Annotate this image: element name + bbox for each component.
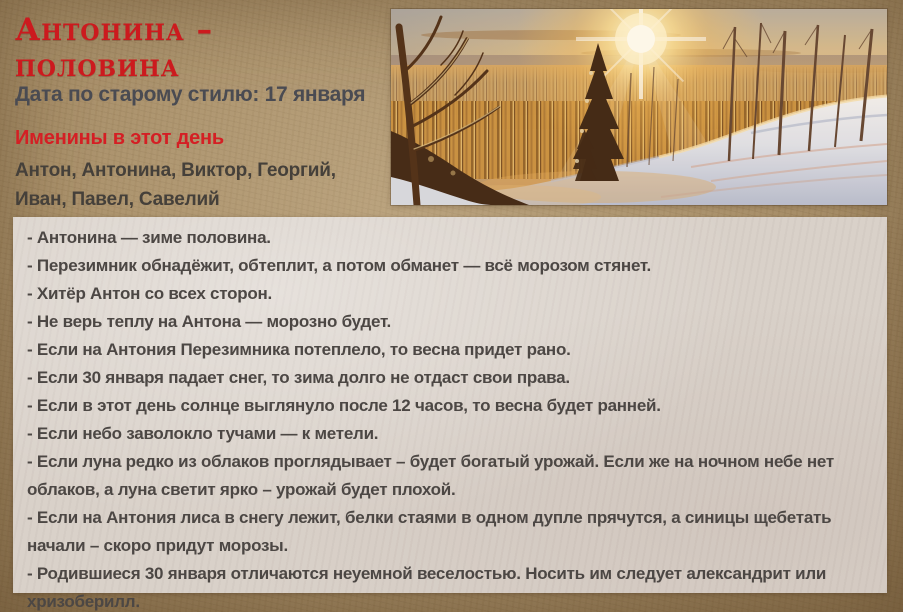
saying-item: - Перезимник обнадёжит, обтеплит, а потом обманет — всё морозом стянет. [27, 256, 651, 275]
winter-sunrise-scene [391, 9, 887, 205]
sayings-panel [13, 217, 887, 611]
saying-item: - Если на Антония лиса в снегу лежит, белки стаями в одном дупле прячутся, а синицы щебетать начали – скоро придут морозы. [27, 508, 832, 555]
sayings-list [27, 224, 873, 612]
saying-item: - Родившиеся 30 января отличаются неуемной веселостью. Носить им следует александрит или хризоберилл. [27, 564, 827, 611]
header-photo [391, 9, 887, 205]
page-title: Антонина – половина [15, 12, 214, 84]
namedays-heading: Именины в этот день [15, 127, 225, 149]
old-style-date: Дата по старому стилю: 17 января [15, 83, 366, 106]
saying-item: - Антонина — зиме половина. [27, 228, 271, 247]
saying-item: - Если 30 января падает снег, то зима долго не отдаст свои права. [27, 368, 570, 387]
saying-item: - Не верь теплу на Антона — морозно будет. [27, 312, 392, 331]
warm-tint [391, 9, 887, 205]
saying-item: - Если луна редко из облаков проглядывает – будет богатый урожай. Если же на ночном небе нет облаков, а луна светит ярко – урожай будет плохой. [27, 452, 834, 499]
saying-item: - Если в этот день солнце выглянуло после 12 часов, то весна будет ранней. [27, 396, 661, 415]
saying-item: - Если небо заволокло тучами — к метели. [27, 424, 379, 443]
saying-item: - Хитёр Антон со всех сторон. [27, 284, 272, 303]
namedays-names: Антон, Антонина, Виктор, Георгий, Иван, Павел, Савелий [15, 160, 336, 210]
saying-item: - Если на Антония Перезимника потеплело, то весна придет рано. [27, 340, 571, 359]
